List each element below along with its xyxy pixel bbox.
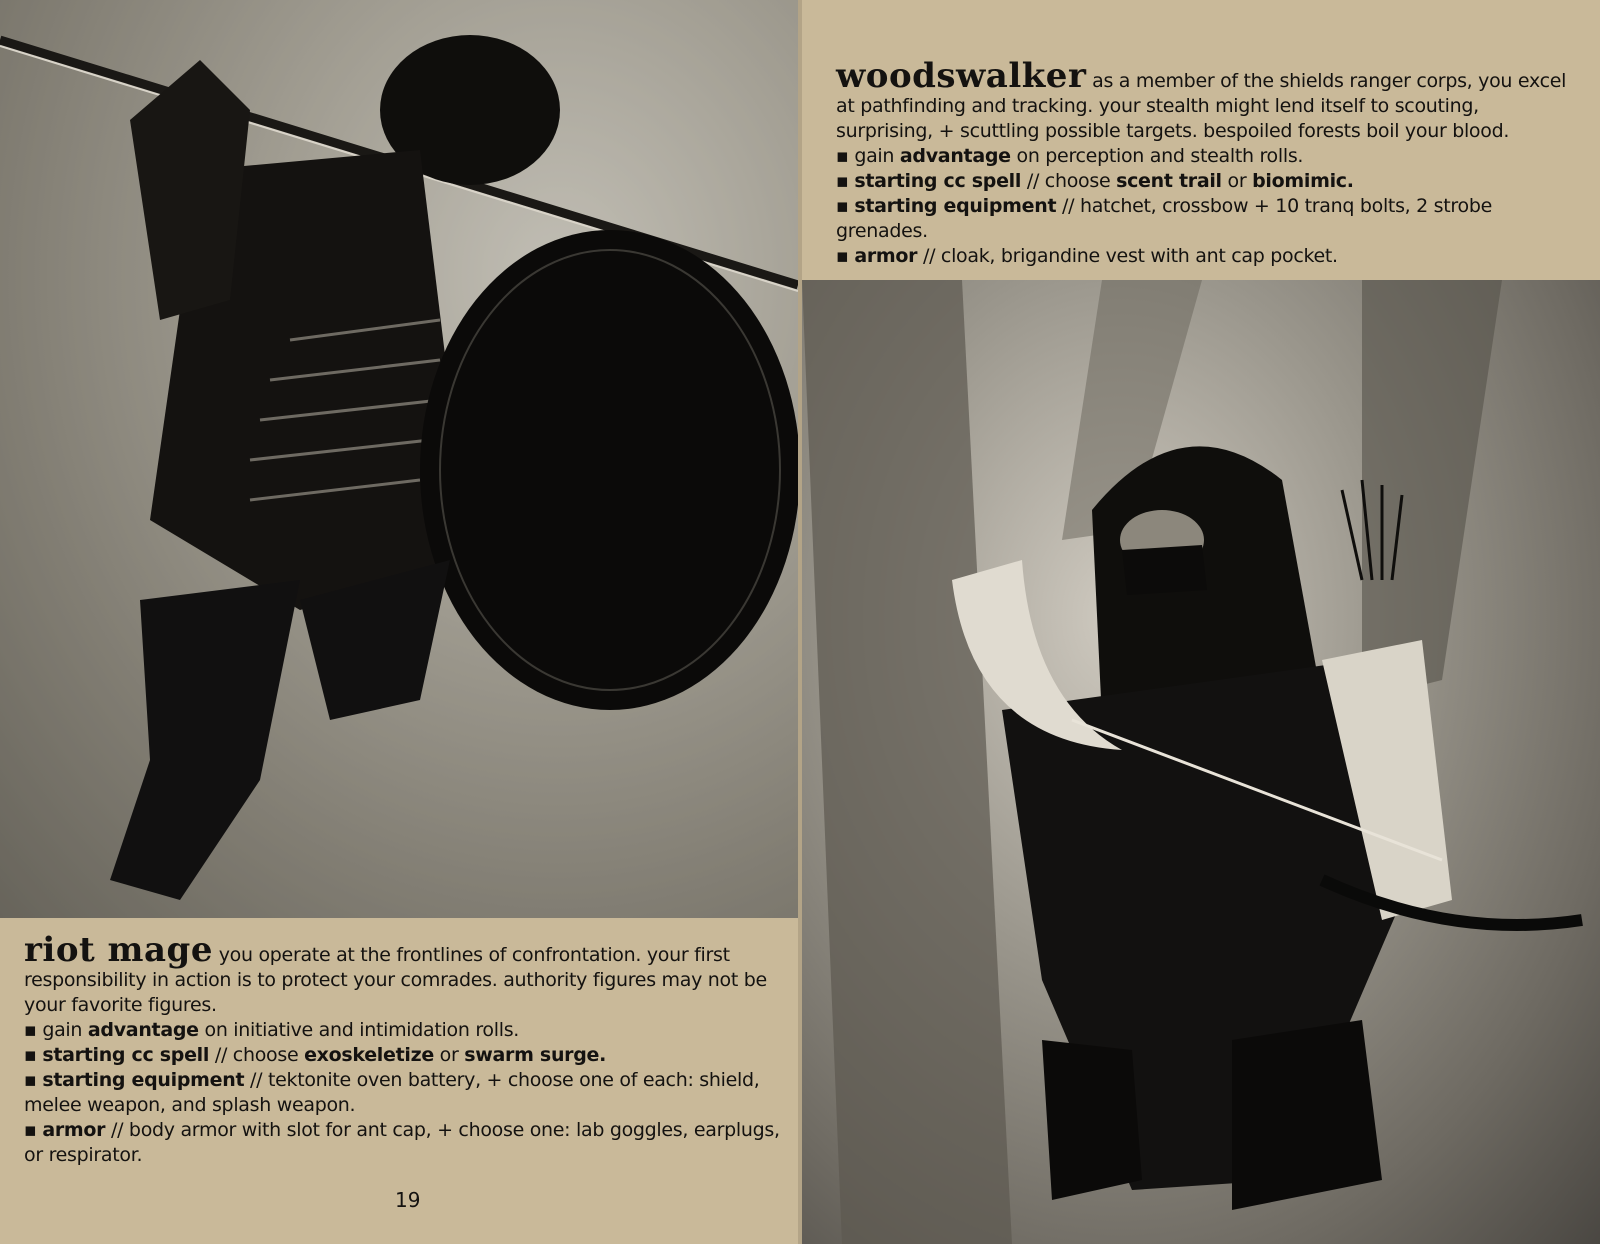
woodswalker-description (836, 58, 1576, 269)
riot-mage-drawing (0, 0, 798, 918)
riot-mage-heading: riot mage (24, 930, 213, 970)
riot-mage-illustration (0, 0, 798, 918)
woodswalker-bullet-equipment: ▪ starting equipment // hatchet, crossbow + 10 tranq bolts, 2 strobe grenades. (836, 195, 1492, 242)
woodswalker-bullet-spell: ▪ starting cc spell // choose scent trail or biomimic. (836, 170, 1354, 192)
woodswalker-intro: as a member of the shields ranger corps, you excel at pathfinding and tracking. your stealth might lend itself to scouting, surprising, + scuttling possible targets. bespoiled forests boil your blood. (836, 70, 1567, 142)
right-page (802, 0, 1600, 1244)
woodswalker-illustration (802, 280, 1600, 1244)
riot-mage-bullet-armor: ▪ armor // body armor with slot for ant cap, + choose one: lab goggles, earplugs, or respirator. (24, 1119, 780, 1166)
riot-mage-bullet-equipment: ▪ starting equipment // tektonite oven battery, + choose one of each: shield, melee weapon, and splash weapon. (24, 1069, 760, 1116)
woodswalker-bullet-armor: ▪ armor // cloak, brigandine vest with ant cap pocket. (836, 245, 1338, 267)
woodswalker-drawing (802, 280, 1600, 1244)
page-number: 19 (395, 1188, 421, 1212)
riot-mage-bullet-spell: ▪ starting cc spell // choose exoskeletize or swarm surge. (24, 1044, 607, 1066)
riot-mage-intro: you operate at the frontlines of confrontation. your first responsibility in action is to protect your comrades. authority figures may not be your favorite figures. (24, 944, 767, 1016)
riot-mage-description (24, 932, 780, 1168)
woodswalker-heading: woodswalker (836, 56, 1087, 96)
woodswalker-bullet-advantage: ▪ gain advantage on perception and stealth rolls. (836, 145, 1304, 167)
left-page (0, 0, 798, 1244)
riot-mage-bullet-advantage: ▪ gain advantage on initiative and intimidation rolls. (24, 1019, 520, 1041)
